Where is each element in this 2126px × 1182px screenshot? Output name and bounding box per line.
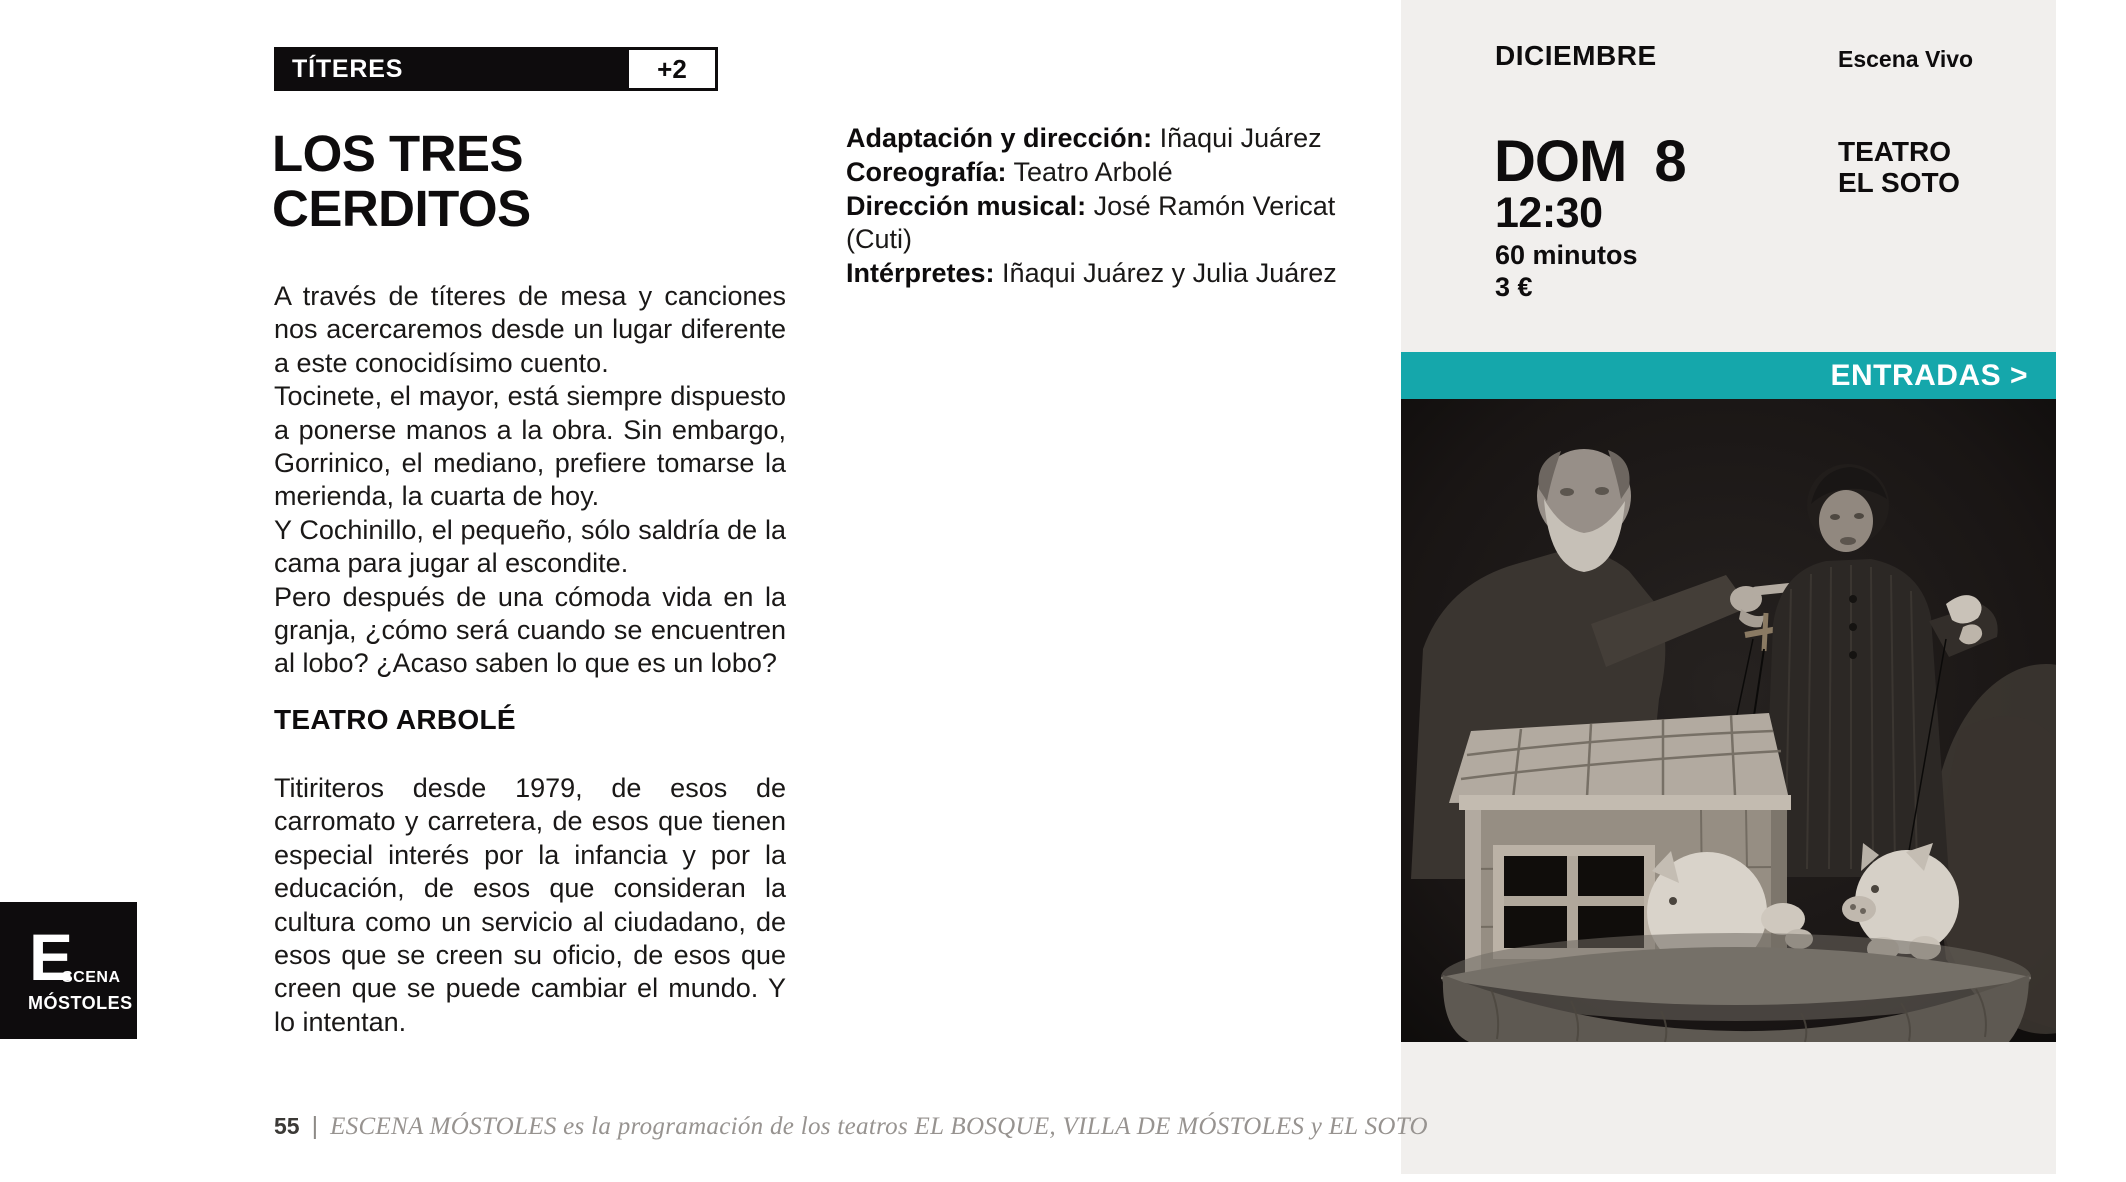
page-footer [274, 1112, 1428, 1141]
age-badge [626, 47, 718, 91]
program-brand: Escena Vivo [1838, 46, 1974, 72]
logo-city: MÓSTOLES [28, 993, 133, 1013]
day-number: 8 [1654, 129, 1686, 194]
credit-value: Iñaqui Juárez y Julia Juárez [994, 258, 1337, 289]
performance-photo [1401, 399, 2056, 1042]
credit-line [846, 257, 1362, 291]
event-panel [1401, 0, 2056, 1174]
logo-initial: E [29, 920, 74, 994]
month-label: DICIEMBRE [1495, 40, 1657, 71]
credits-block [846, 122, 1362, 291]
company-heading: TEATRO ARBOLÉ [274, 704, 516, 735]
event-time: 12:30 [1495, 189, 1603, 237]
synopsis-paragraph: A través de títeres de mesa y canciones nos acercaremos desde un lugar diferente a este conocidísimo cuento. [274, 281, 786, 378]
company-bio: Titiriteros desde 1979, de esos de carromato y carretera, de esos que tienen especial interés por la infancia y por la educación, de esos que consideran la cultura como un servicio al ciudadano, de esos que se creen su oficio, de esos que creen que se puede cambiar el mundo. Y lo intentan. [274, 773, 786, 1037]
show-title [272, 126, 531, 236]
event-date [1494, 128, 1686, 195]
category-label: TÍTERES [292, 54, 404, 83]
credit-line [846, 122, 1362, 156]
show-title-line1: LOS TRES [272, 125, 524, 182]
synopsis-paragraph: Tocinete, el mayor, está siempre dispuesto a ponerse manos a la obra. Sin embargo, Gorrinico, el mediano, prefiere tomarse la merienda, la cuarta de hoy. [274, 381, 786, 512]
tickets-button[interactable] [1401, 352, 2056, 399]
tickets-label: ENTRADAS > [1830, 358, 2028, 392]
day-of-week: DOM [1494, 129, 1627, 194]
footer-separator: | [311, 1112, 319, 1140]
venue [1838, 136, 1960, 198]
category-tag-row [274, 47, 718, 91]
synopsis-paragraph: Y Cochinillo, el pequeño, sólo saldría de la cama para jugar al escondite. [274, 514, 786, 579]
event-price: 3 € [1495, 272, 1533, 302]
venue-line2: EL SOTO [1838, 167, 1960, 198]
synopsis-paragraph: Pero después de una cómoda vida en la granja, ¿cómo será cuando se encuentren al lobo? ¿Acaso saben lo que es un lobo? [274, 581, 786, 679]
credit-label: Dirección musical: [846, 190, 1087, 221]
credit-value: Iñaqui Juárez [1152, 123, 1322, 153]
venue-line1: TEATRO [1838, 136, 1952, 167]
escena-mostoles-logo [0, 902, 137, 1039]
age-badge-label: +2 [657, 53, 687, 84]
footer-tagline: ESCENA MÓSTOLES es la programación de los teatros EL BOSQUE, VILLA DE MÓSTOLES y EL SOTO [330, 1113, 1428, 1140]
synopsis [274, 280, 786, 681]
credit-label: Coreografía: [846, 156, 1007, 187]
credit-value: Teatro Arbolé [1006, 156, 1173, 187]
credit-line [846, 190, 1362, 258]
page-number: 55 [274, 1113, 300, 1139]
credit-value: José Ramón Vericat (Cuti) [846, 190, 1336, 255]
show-title-line2: CERDITOS [272, 180, 531, 237]
credit-line [846, 156, 1362, 190]
credit-label: Intérpretes: [846, 258, 995, 289]
event-duration: 60 minutos [1495, 240, 1638, 270]
category-tag [274, 47, 626, 91]
logo-suffix: SCENA [62, 969, 121, 986]
credit-label: Adaptación y dirección: [846, 123, 1153, 153]
